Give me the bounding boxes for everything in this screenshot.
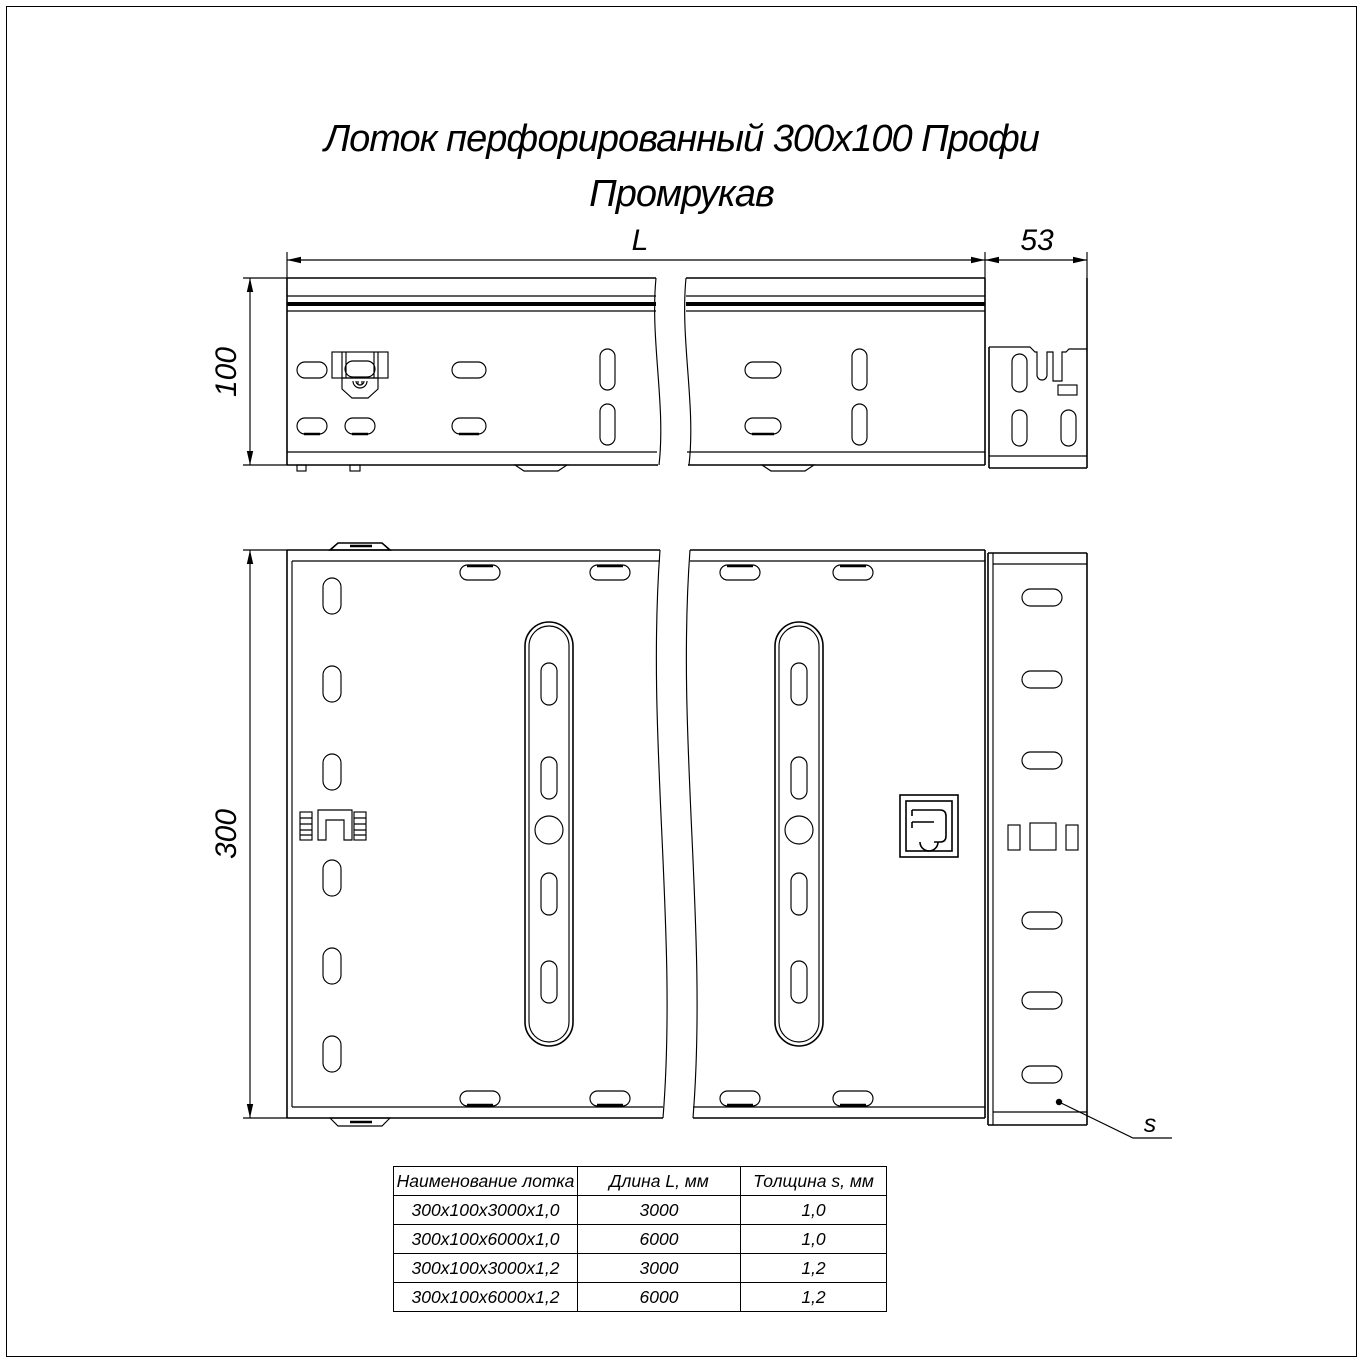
side-view (287, 278, 1087, 471)
plan-left-channel (525, 622, 573, 1046)
dim-length (287, 224, 985, 278)
dim-label-thickness: s (1143, 1110, 1157, 1138)
cell-length: 3000 (578, 1196, 741, 1225)
end-connector-plan (988, 553, 1087, 1125)
col-header-length: Длина L, мм (578, 1167, 741, 1196)
dim-label-length: L (631, 224, 649, 257)
latch-clip-side (332, 352, 388, 398)
side-perforation-bottom-row (297, 404, 867, 445)
table-row (394, 1225, 887, 1254)
table-row (394, 1283, 887, 1312)
dim-end-width (985, 224, 1087, 278)
cell-thickness: 1,0 (741, 1225, 887, 1254)
break-line-plan (656, 550, 697, 1118)
brand-logo (900, 795, 958, 857)
ground-cutout-group (300, 810, 366, 840)
cell-thickness: 1,0 (741, 1196, 887, 1225)
cell-length: 6000 (578, 1283, 741, 1312)
cell-name: 300х100х3000х1,2 (394, 1254, 578, 1283)
size-table-header-row (394, 1167, 887, 1196)
col-header-thickness: Толщина s, мм (741, 1167, 887, 1196)
clip-tab-bottom (330, 1118, 390, 1126)
dim-height (210, 278, 287, 465)
cell-length: 6000 (578, 1225, 741, 1254)
side-perforation-top-row (297, 349, 867, 390)
cell-thickness: 1,2 (741, 1283, 887, 1312)
plan-left-oval-rows (460, 565, 630, 1106)
end-connector-side (989, 278, 1087, 468)
dim-label-end-width: 53 (1020, 224, 1054, 257)
clip-tab-top (330, 543, 390, 550)
break-line-side (655, 278, 691, 465)
table-row (394, 1196, 887, 1225)
dim-label-width: 300 (210, 808, 243, 860)
cell-thickness: 1,2 (741, 1254, 887, 1283)
dim-width (210, 550, 287, 1118)
col-header-name: Наименование лотка (394, 1167, 578, 1196)
size-table (393, 1166, 887, 1312)
plan-view (287, 543, 1087, 1126)
title-line-1: Лоток перфорированный 300х100 Профи (324, 118, 1039, 160)
cell-name: 300х100х6000х1,2 (394, 1283, 578, 1312)
plan-right-oval-rows (720, 565, 873, 1106)
table-row (394, 1254, 887, 1283)
title-line-2: Промрукав (589, 173, 774, 216)
cell-length: 3000 (578, 1254, 741, 1283)
dim-label-height: 100 (210, 346, 243, 398)
cell-name: 300х100х3000х1,0 (394, 1196, 578, 1225)
cell-name: 300х100х6000х1,0 (394, 1225, 578, 1254)
side-bottom-tabs (297, 465, 814, 471)
thickness-leader (1056, 1099, 1172, 1138)
plan-right-channel (775, 622, 823, 1046)
